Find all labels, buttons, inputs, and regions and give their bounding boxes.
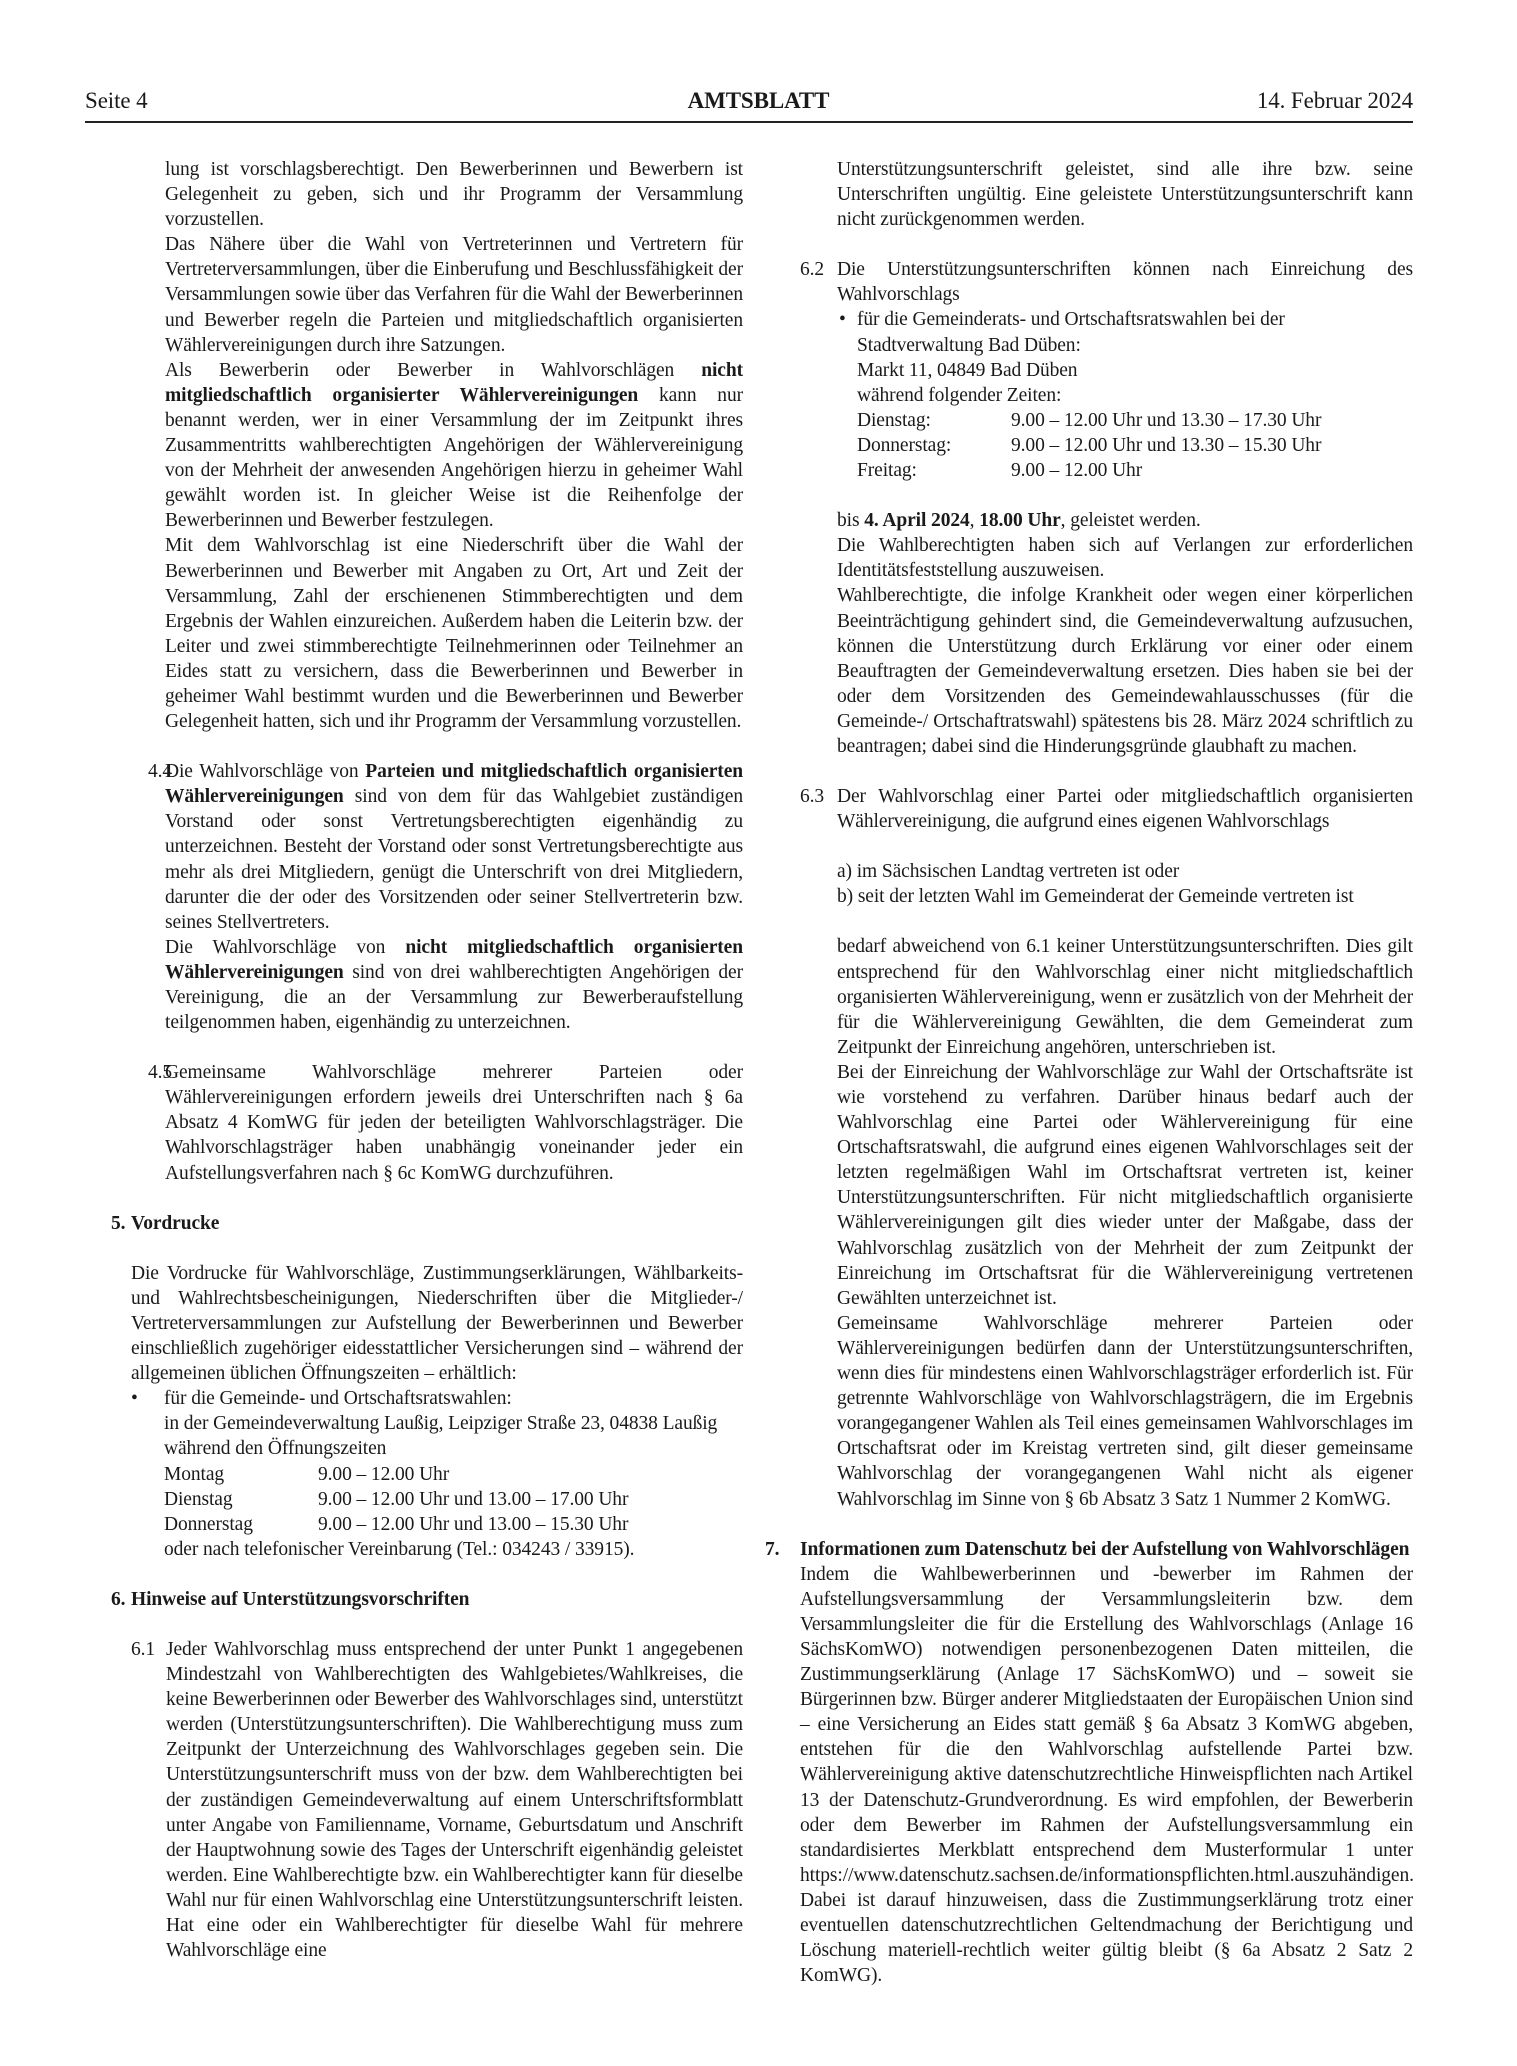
left-intro [165,157,743,734]
hours-row [164,1487,743,1512]
text: bedarf abweichend von 6.1 keiner Unterstützungsunterschriften. Dies gilt entsprechend für den Wahlvorschlag einer nicht mitgliedschaftlich organisierten Wählervereinigung, wenn er zusätzlich von der Mehrheit der für die Wählervereinigung Gewählten, die dem Gemeinderat zum Zeitpunkt der Einreichung angehören, unterschrieben ist. [837,936,1413,1058]
bullet-icon: • [839,309,846,331]
time: 9.00 – 12.00 Uhr und 13.30 – 17.30 Uhr [1011,409,1322,431]
section-body [800,1562,1413,1989]
section-6-heading [111,1587,743,1612]
bullet-line: Markt 11, 04849 Bad Düben [857,359,1078,381]
section-body [166,1637,743,1963]
paragraph [165,157,743,232]
text: sind von dem für das Wahlgebiet zuständigen Vorstand oder sonst Vertretungsberechtigten eigenhändig zu unterzeichnen. Besteht der Vorstand oder sonst Vertretungsberechtigte aus mehr als drei Mitgliedern, genügt die Unterschrift von drei Mitgliedern, darunter die der oder des Vorsitzenden oder seiner Stellvertreterin bzw. seines Stellvertreters. [165,786,743,933]
hours-intro: während den Öffnungszeiten [164,1438,387,1460]
bold-text: 4. April 2024 [864,510,970,532]
hours-row [857,408,1413,433]
section-body [165,1060,743,1185]
text: Der Wahlvorschlag einer Partei oder mitgliedschaftlich organisierten Wählervereinigung, die aufgrund eines eigenen Wahlvorschlags [837,786,1413,833]
paragraph [166,1637,743,1963]
bullet-line: für die Gemeinderats- und Ortschaftsratswahlen bei der [857,309,1285,331]
paragraph [837,508,1413,533]
section-body [131,1261,743,1386]
section-5-body [131,1261,743,1562]
hours-row [164,1462,743,1487]
paragraph [165,1060,743,1185]
paragraph [165,533,743,734]
option-a: a) im Sächsischen Landtag vertreten ist oder [837,861,1180,883]
bullet-icon: • [131,1388,138,1410]
time: 9.00 – 12.00 Uhr [318,1463,450,1485]
paragraph [837,157,1413,232]
section-6-2 [800,257,1413,483]
section-6-2-deadline [837,508,1413,759]
text: kann nur benannt werden, wer in einer Versammlung der im Zeitpunkt ihres Zusammentritts wahlberechtigten Angehörigen der Wählervereinigung von der Mehrheit der anwesenden Angehörigen hierzu in geheimer Wahl gewählt worden ist. In gleicher Weise ist die Reihenfolge der Bewerberinnen und Bewerber festzulegen. [165,384,743,532]
option-b: b) seit der letzten Wahl im Gemeinderat der Gemeinde vertreten ist [837,886,1354,908]
text: Unterstützungsunterschrift geleistet, sind alle ihre bzw. seine Unterschriften ungültig. Eine geleistete Unterstützungsunterschrift kann nicht zurückgenommen werden. [837,159,1413,231]
time: 9.00 – 12.00 Uhr und 13.00 – 15.30 Uhr [318,1513,629,1535]
section-title: Informationen zum Datenschutz bei der Aufstellung von Wahlvorschlägen [800,1538,1410,1560]
day: Montag [164,1463,225,1485]
bullet-line: während folgender Zeiten: [857,384,1062,406]
time: 9.00 – 12.00 Uhr und 13.30 – 15.30 Uhr [1011,434,1322,456]
text: bis [837,510,865,532]
text: Das Nähere über die Wahl von Vertreterinnen und Vertretern für Vertreterversammlungen, über die Einberufung und Beschlussfähigkeit der Versammlungen sowie über das Verfahren für die Wahl der Bewerberinnen und Bewerber regeln die Parteien und mitgliedschaftlich organisierten Wählervereinigungen durch ihre Satzungen. [165,234,743,356]
bold-text: nicht mitgliedschaftlich organisierter Wählervereinigungen [165,359,743,406]
text: Gemeinsame Wahlvorschläge mehrerer Parteien oder Wählervereinigungen bedürfen dann der Unterstützungsunterschriften, wenn dies für mindestens einen Wahlvorschlagsträger erforderlich ist. Für getrennte Wahlvorschläge von Wahlvorschlagsträgern, die im Ergebnis vorangegangener Wahlen als Teil eines gemeinsamen Wahlvorschlages im Ortschaftsrat oder im Kreistag vertreten sind, gilt dieser gemeinsame Wahlvorschlag der vorangegangenen Wahl nicht als eigener Wahlvorschlag im Sinne von § 6b Absatz 3 Satz 1 Nummer 2 KomWG. [837,1312,1413,1510]
day: Donnerstag: [857,434,952,456]
text: Jeder Wahlvorschlag muss entsprechend der unter Punkt 1 angegebenen Mindestzahl von Wahlberechtigten des Wahlgebietes/Wahlkreises, die keine Bewerberinnen oder Bewerber des Wahlvorschlages sind, unterstützt werden (Unterstützungsunterschriften). Die Wahlberechtigung muss zum Zeitpunkt der Unterzeichnung des Wahlvorschlages gegeben sein. Die Unterstützungsunterschrift muss von der bzw. dem Wahlberechtigten bei der zuständigen Gemeindeverwaltung auf einem Unterschriftsformblatt unter Angabe von Familienname, Vorname, Geburtsdatum und Anschrift der Hauptwohnung sowie des Tages der Unterschrift eigenhändig geleistet werden. Eine Wahlberechtigte bzw. ein Wahlberechtigter kann für dieselbe Wahl nur für einen Wahlvorschlag eine Unterstützungsunterschrift leisten. Hat eine oder ein Wahlberechtigter für dieselbe Wahl für mehrere Wahlvorschläge eine [166,1638,743,1962]
bullet-item [837,307,1413,483]
section-6-3-options [837,859,1413,909]
right-column [765,157,1413,1988]
text: Als Bewerberin oder Bewerber in Wahlvorschlägen [165,359,702,381]
text: Indem die Wahlbewerberinnen und -bewerber im Rahmen der Aufstellungsversammlung der Versammlungsleiterin bzw. dem Versammlungsleiter die für die Erstellung des Wahlvorschlags (Anlage 16 SächsKomWO) notwendigen personenbezogenen Daten mitteilen, die Zustimmungserklärung (Anlage 17 SächsKomWO) und – soweit sie Bürgerinnen bzw. Bürger anderer Mitgliedstaaten der Europäischen Union sind – eine Versicherung an Eides statt gemäß § 6a Absatz 3 KomWG abgeben, entstehen für die den Wahlvorschlag aufstellende Partei bzw. Wählervereinigung aktive datenschutzrechtliche Hinweispflichten nach Artikel 13 der Datenschutz-Grundverordnung. Es wird empfohlen, der Bewerberin oder dem Bewerber im Rahmen der Aufstellungsversammlung ein standardisiertes Merkblatt entsprechend dem Musterformular 1 unter https://www.datenschutz.sachsen.de/informationspflichten.html.auszuhändigen. Dabei ist darauf hinzuweisen, dass die Zustimmungserklärung trotz einer eventuellen datenschutzrechtlichen Geltendmachung der Berichtigung und Löschung materiell-rechtlich weiter gültig bleibt (§ 6a Absatz 2 Satz 2 KomWG). [800,1563,1414,1987]
text: Wahlberechtigte, die infolge Krankheit oder wegen einer körperlichen Beeinträchtigung gehindert sind, die Gemeindeverwaltung aufzusuchen, können die Unterstützung durch Erklärung vor einer oder einem Beauftragten der Gemeindeverwaltung ersetzen. Dies haben sie bei der oder dem Vorsitzenden des Gemeindewahlausschusses (für die Gemeinde-/ Ortschaftratswahl) spätestens bis 28. März 2024 schriftlich zu beantragen; dabei sind die Hinderungsgründe glaubhaft zu machen. [837,585,1413,757]
bullet-title: für die Gemeinde- und Ortschaftsratswahlen: [164,1388,512,1410]
text: Die Wahlvorschläge von [165,761,366,783]
paragraph [165,232,743,357]
address: in der Gemeindeverwaltung Laußig, Leipziger Straße 23, 04838 Laußig [164,1413,718,1435]
section-number: 4.5 [148,1062,173,1084]
day: Freitag: [857,460,917,482]
text: Die Unterstützungsunterschriften können nach Einreichung des Wahlvorschlags [837,259,1413,306]
bold-text: 18.00 Uhr [979,510,1061,532]
paragraph [837,784,1413,834]
section-number: 6. [111,1588,126,1610]
issue-date: 14. Februar 2024 [1256,88,1413,113]
section-number: 6.2 [800,259,825,281]
section-4-5 [143,1060,743,1185]
paragraph [837,583,1413,759]
day: Dienstag [164,1488,233,1510]
text: , [969,510,980,532]
paragraph [837,1060,1413,1311]
section-body [837,257,1413,307]
bold-text: nicht mitgliedschaftlich organisierten Wählervereinigungen [165,936,743,983]
text: lung ist vorschlagsberechtigt. Den Bewerberinnen und Bewerbern ist Gelegenheit zu geben, sich und ihr Programm der Versammlung vorzustellen. [165,159,743,231]
publication-title: AMTSBLATT [687,88,830,113]
header-divider [85,121,1413,123]
section-number: 4.4 [148,761,173,783]
hours-table [164,1462,743,1537]
bullet-line: Stadtverwaltung Bad Düben: [857,334,1081,356]
text: Gemeinsame Wahlvorschläge mehrerer Parteien oder Wählervereinigungen erfordern jeweils drei Unterschriften nach § 6a Absatz 4 KomWG für jeden der beteiligten Wahlvorschlagsträger. Die Wahlvorschlagsträger haben unabhängig voneinander jeder ein Aufstellungsverfahren nach § 6c KomWG durchzuführen. [165,1062,743,1184]
paragraph [837,533,1413,583]
phone-note: oder nach telefonischer Vereinbarung (Tel.: 034243 / 33915). [164,1538,635,1560]
section-body [837,784,1413,834]
section-5-heading [111,1211,743,1236]
section-number: 6.3 [800,786,825,808]
paragraph [837,257,1413,307]
paragraph [837,1311,1413,1512]
hours-row [857,433,1413,458]
section-6-1 [131,1637,743,1963]
paragraph [165,358,743,534]
paragraph [837,934,1413,1059]
text: Die Wahlberechtigten haben sich auf Verlangen zur erforderlichen Identitätsfeststellung auszuweisen. [837,535,1413,582]
day: Dienstag: [857,409,931,431]
text: Bei der Einreichung der Wahlvorschläge zur Wahl der Ortschaftsräte ist wie vorstehend zu verfahren. Darüber hinaus bedarf auch der Wahlvorschlag eine Partei oder Wählervereinigung für eine Ortschaftsratswahl, die aufgrund eines eigenen Wahlvorschlages seit der letzten regelmäßigen Wahl im Ortschaftsrat vertreten ist, keiner Unterstützungsunterschriften. Für nicht mitgliedschaftlich organisierte Wählervereinigungen gilt dies wieder unter der Maßgabe, dass der Wahlvorschlag zusätzlich von der Mehrheit der zum Zeitpunkt der Einreichung im Ortschaftsrat für die Wählervereinigung vertretenen Gewählten unterzeichnet ist. [837,1061,1413,1309]
text: Die Wahlvorschläge von [165,936,406,958]
section-4-4 [143,759,743,1035]
right-continuation [837,157,1413,232]
section-body [165,759,743,1035]
text: , geleistet werden. [1060,510,1201,532]
text: Mit dem Wahlvorschlag ist eine Niederschrift über die Wahl der Bewerberinnen und Bewerber mit Angaben zu Ort, Art und Zeit der Versammlung, Zahl der erschienenen Stimmberechtigten und dem Ergebnis der Wahlen einzureichen. Außerdem haben die Leiterin bzw. der Leiter und zwei stimmberechtigte Teilnehmerinnen oder Teilnehmer an Eides statt zu versichern, dass die Bewerberinnen und Bewerber in geheimer Wahl bestimmt wurden und die Bewerberinnen und Bewerber Gelegenheit hatten, sich und ihr Programm der Versammlung vorzustellen. [165,535,743,733]
hours-row [857,458,1413,483]
time: 9.00 – 12.00 Uhr und 13.00 – 17.00 Uhr [318,1488,629,1510]
section-6-3 [800,784,1413,834]
bullet-item [131,1386,743,1562]
day: Donnerstag [164,1513,253,1535]
text: Die Vordrucke für Wahlvorschläge, Zustimmungserklärungen, Wählbarkeits- und Wahlrechtsbescheinigungen, Niederschriften über die Mitglieder-/ Vertreterversammlungen zur Aufstellung der Bewerberinnen und Bewerber einschließlich zugehöriger eidesstattlicher Versicherungen sind – während der allgemeinen üblichen Öffnungszeiten – erhältlich: [131,1262,743,1385]
section-number: 6.1 [131,1638,156,1660]
paragraph [131,1261,743,1386]
section-number: 7. [765,1538,780,1560]
bold-text: Parteien und mitgliedschaftlich organisierten Wählervereinigungen [165,761,743,808]
page-number: Seite 4 [85,88,148,113]
section-7 [765,1537,1413,1989]
hours-row [164,1512,743,1537]
section-6-3-body [837,934,1413,1511]
section-content [800,1537,1413,1989]
left-column [111,157,743,1963]
paragraph [165,759,743,935]
paragraph [165,935,743,1035]
section-title: Hinweise auf Unterstützungsvorschriften [131,1588,470,1610]
time: 9.00 – 12.00 Uhr [1011,460,1143,482]
section-content [837,257,1413,483]
text: sind von drei wahlberechtigten Angehörigen der Vereinigung, die an der Versammlung zur Bewerberaufstellung teilgenommen haben, eigenhändig zu unterzeichnen. [165,961,743,1034]
section-number: 5. [111,1212,126,1234]
paragraph [800,1562,1413,1989]
section-title: Vordrucke [131,1212,220,1234]
